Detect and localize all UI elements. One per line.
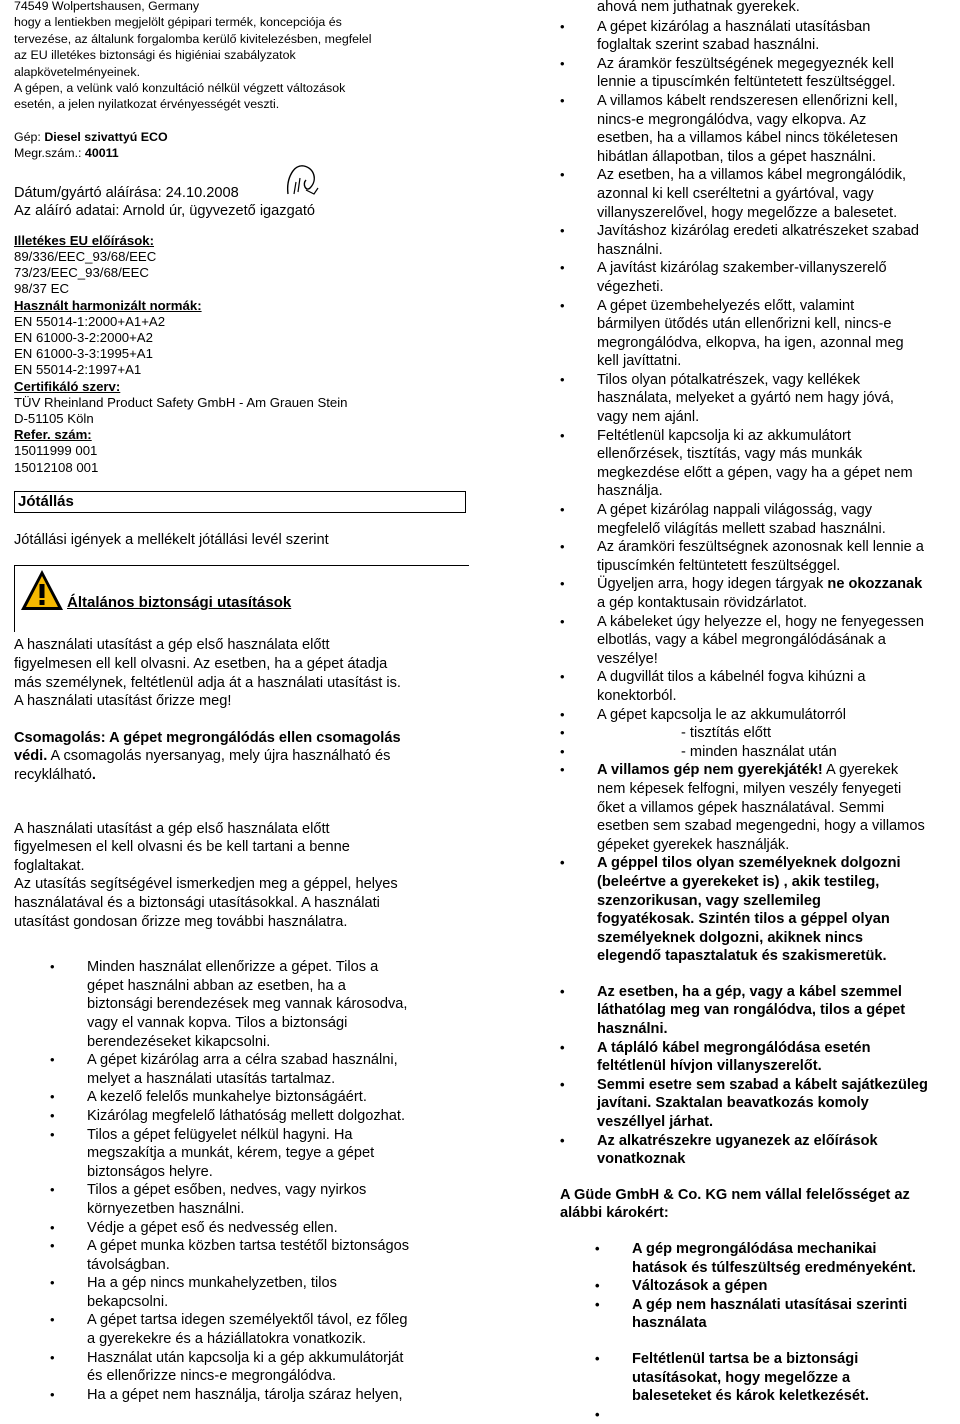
list-item (560, 501, 960, 538)
list-item-line: konektorból. (597, 687, 677, 704)
list-item-line: őket a villamos gépek használatával. Semmi (597, 799, 885, 816)
signer-line: Az aláíró adatai: Arnold úr, ügyvezető igazgató (14, 203, 315, 220)
list-item-line: • A gépet üzembehelyezés előtt, valamint (597, 297, 855, 314)
eu-list (14, 249, 469, 298)
list-item-line: • A gépet kizárólag a használati utasításban (597, 18, 871, 35)
list-item-line: • Ha a gép nincs munkahelyzetben, tilos (87, 1275, 337, 1292)
list-item-line: baleseteket és károk keletkezését. (632, 1388, 869, 1405)
text-line: Az utasítás segítségével ismerkedjen meg a géppel, helyes (14, 876, 398, 893)
liability-list (560, 1240, 960, 1424)
list-item-line: • Változások a gépen (632, 1278, 768, 1295)
list-item-line: • A dugvillát tilos a kábelnél fogva kihúzni a (597, 669, 866, 686)
list-item (14, 1181, 469, 1218)
list-item-line: hatások és túlfeszültség eredményeként. (632, 1259, 916, 1276)
text-line: figyelmesen el kell olvasni és be kell tartani a benne (14, 839, 350, 856)
list-item (560, 1240, 960, 1277)
list-item-line: szenzorikusan, vagy szellemileg (597, 892, 821, 909)
list-item (14, 1088, 469, 1107)
list-item-line: utasításokat, hogy megelőzze a (632, 1369, 851, 1386)
list-item-line: • A gép nem használati utasításai szerinti (632, 1296, 908, 1313)
header-line: 74549 Wolpertshausen, Germany (14, 0, 200, 13)
list-item-line: • Kizárólag megfelelő láthatóság mellett dolgozhat. (87, 1107, 406, 1124)
header-line: az EU illetékes biztonsági és higiéniai szabályzatok (14, 48, 296, 63)
list-item (560, 259, 960, 296)
cert-body (14, 395, 469, 427)
list-item-line: • Az alkatrészekre ugyanezek az előírások (597, 1132, 878, 1149)
list-item-line: nem képesek felfogni, milyen veszély fenyegeti (597, 780, 902, 797)
text-line: foglaltakat. (14, 857, 85, 874)
list-item-line: javítani. Szaktalan beavatkozás komoly (597, 1095, 869, 1112)
list-item-line: tipuscímkén feltüntetett feszültséggel. (597, 557, 841, 574)
norm-item: EN 55014-1:2000+A1+A2 (14, 313, 166, 329)
right-bullet-list (560, 18, 960, 576)
list-item (560, 1350, 960, 1406)
text-line: más személynek, feltétlenül adja át a használati utasítást is. (14, 674, 401, 691)
text-line: A használati utasítást a gép első használata előtt (14, 820, 330, 837)
list-item-line: • A kezelő felelős munkahelye biztonságáért. (87, 1089, 367, 1106)
list-item-line: megszakítja a munkát, kérem, tegye a gépet (87, 1145, 375, 1162)
list-item-line: esetben sem szabad megengedni, hogy a villamos (597, 818, 925, 835)
signature-image (282, 160, 322, 200)
list-item-line: • A gépet kizárólag nappali világosság, vagy (597, 502, 873, 519)
list-item-line: használata (632, 1315, 707, 1332)
list-item-line: • Az esetben, ha a gép, vagy a kábel szemmel (597, 983, 902, 1000)
list-item-line: • Védje a gépet eső és nedvesség ellen. (87, 1219, 338, 1236)
list-item-line: gépet használni abban az esetben, ha a (87, 977, 346, 994)
norms-list (14, 314, 469, 379)
list-item-line: • A gépet tartsa idegen személyektől távol, ez főleg (87, 1312, 408, 1329)
warranty-title: Jótállás (18, 492, 74, 510)
list-item (560, 1039, 960, 1076)
packaging-line-3: recyklálható (14, 767, 92, 784)
ref-heading: Refer. szám: (14, 427, 92, 443)
list-item-line: berendezéseket kikapcsolni. (87, 1033, 271, 1050)
list-item-line: biztonsági berendezések meg vannak károsodva, (87, 996, 408, 1013)
list-item (14, 1311, 469, 1348)
list-item-line: • Tilos a gépet esőben, nedves, vagy nyirkos (87, 1182, 367, 1199)
bold-bullet-list (560, 854, 960, 1169)
list-item-line: • Ha a gépet nem használja, tárolja száraz helyen, (87, 1386, 403, 1403)
read-paragraph (14, 820, 469, 876)
list-item (14, 958, 469, 1051)
text-line: alábbi károkért: (560, 1205, 669, 1222)
list-item-line: hibátlan állapotban, tilos a gépet használni. (597, 148, 877, 165)
sub-list (560, 724, 960, 761)
norms-heading: Használt harmonizált normák: (14, 297, 202, 313)
text-line: A Güde GmbH & Co. KG nem vállal felelősséget az (560, 1186, 910, 1203)
packaging-rest: A csomagolás nyersanyag, mely újra használható és (47, 748, 391, 765)
children-list (560, 761, 960, 854)
list-item (560, 18, 960, 55)
children-bold: A villamos gép nem gyerekjáték! (597, 762, 823, 779)
list-item-line: • A villamos kábelt rendszeresen ellenőrizni kell, (597, 92, 898, 109)
list-item (560, 1296, 960, 1333)
list-item-line: • A géppel tilos olyan személyeknek dolgozni (597, 855, 901, 872)
list-item (560, 724, 960, 743)
order-label: Megr.szám.: (14, 146, 85, 161)
text-line: A használati utasítást a gép első használata előtt (14, 637, 330, 654)
list-item (14, 1051, 469, 1088)
list-item-line: környezetben használni. (87, 1200, 245, 1217)
header-line: tervezése, az általunk forgalomba kerülő kivitelezésben, megfelel (14, 31, 372, 46)
list-item (560, 983, 960, 1039)
safety-title: Általános biztonsági utasítások (67, 594, 292, 612)
list-item-line: megrongálódva, elkopva, ha igen, azonnal meg (597, 334, 904, 351)
list-item-line: feltétlenül hívjon villanyszerelőt. (597, 1058, 822, 1075)
list-item (560, 166, 960, 222)
eu-heading: Illetékes EU előírások: (14, 232, 155, 248)
cable-bullet-list (560, 613, 960, 725)
warranty-title-box (14, 491, 466, 513)
packaging-paragraph (14, 729, 469, 785)
header-line: hogy a lentiekben megjelölt gépipari termék, koncepciója és (14, 15, 342, 30)
list-item (14, 1386, 469, 1405)
list-item-line: biztonságos helyre. (87, 1163, 213, 1180)
cert-line: TÜV Rheinland Product Safety GmbH - Am Grauen Stein (14, 394, 348, 410)
text-line: A használati utasítást őrizze meg! (14, 693, 232, 710)
care-list (560, 575, 960, 612)
list-item-line: esetben, ha a villamos kábel nincs tökéletesen (597, 130, 898, 147)
machine-line (14, 129, 469, 145)
list-item-line: • Az áramkör feszültségének megegyeznék kell (597, 55, 894, 72)
list-item-line: használni. (597, 241, 663, 258)
ref-list (14, 443, 469, 475)
list-item-line: végezheti. (597, 278, 664, 295)
list-item (560, 613, 960, 669)
list-item-line: vonatkoznak (597, 1151, 686, 1168)
ref-item: 15012108 001 (14, 459, 99, 475)
order-line (14, 145, 469, 161)
list-item-line: • Használat után kapcsolja ki a gép akkumulátorját (87, 1349, 404, 1366)
warranty-text: Jótállási igények a mellékelt jótállási levél szerint (14, 531, 329, 548)
list-item-line: gépeket gyerekek használják. (597, 836, 790, 853)
list-item-line: láthatólag meg van rongálódva, tilos a gépet (597, 1002, 906, 1019)
list-item-line: veszéllyel járhat. (597, 1114, 714, 1131)
list-item-line: • A gépet munka közben tartsa testétől biztonságos (87, 1238, 410, 1255)
list-item (560, 1406, 960, 1424)
list-item-line: • Semmi esetre sem szabad a kábelt sajátkezüleg (597, 1076, 928, 1093)
list-item (14, 1219, 469, 1238)
list-item (14, 1349, 469, 1386)
list-item (560, 668, 960, 705)
left-column (14, 0, 469, 1404)
list-item-line: a gyerekekre és a háziállatokra vonatkozik. (87, 1331, 367, 1348)
intro-paragraph (14, 636, 469, 710)
norm-item: EN 61000-3-2:2000+A2 (14, 330, 153, 346)
continued-line: ahová nem juthatnak gyerekek. (597, 0, 800, 15)
list-item-line: használata, melyeket a gyártó nem hagy jóvá, (597, 390, 894, 407)
list-item-line: bekapcsolni. (87, 1293, 169, 1310)
list-item-line: foglaltak szerint szabad használni. (597, 37, 820, 54)
list-item-line: • A tápláló kábel megrongálódása esetén (597, 1039, 871, 1056)
list-item-line: távolságban. (87, 1256, 170, 1273)
right-column (560, 0, 960, 1424)
ref-item: 15011999 001 (14, 443, 98, 459)
packaging-bold-2: védi. (14, 748, 48, 765)
list-item (560, 761, 960, 854)
list-item-line (632, 1406, 960, 1424)
list-item-line: • Feltétlenül tartsa be a biztonsági (632, 1350, 859, 1367)
list-item-line: (beleértve a gyerekeket is) , akik testileg, (597, 873, 880, 890)
list-item (14, 1126, 469, 1182)
list-item-line: elegendő tapasztalatuk és szakismeretük. (597, 948, 887, 965)
list-item (560, 427, 960, 501)
list-item-line: elbotlás, vagy a kábel megrongálódásának a (597, 632, 886, 649)
list-item-line: bármilyen ütődés után ellenőrizni kell, nincs-e (597, 316, 892, 333)
warning-icon (19, 568, 65, 612)
list-item (560, 538, 960, 575)
norm-item: EN 55014-2:1997+A1 (14, 362, 142, 378)
list-item-line: melyet a használati utasítás tartalmaz. (87, 1070, 336, 1087)
packaging-bold-1: Csomagolás: A gépet megrongálódás ellen csomagolás (14, 729, 401, 746)
cert-heading: Certifikáló szerv: (14, 378, 121, 394)
list-item-line: megkezdése előtt a gépen, vagy ha a gépet nem (597, 464, 913, 481)
care-line-2: a gép kontaktusain rövidzárlatot. (597, 595, 808, 611)
list-item-line: • A gép megrongálódása mechanikai (632, 1241, 877, 1257)
list-item-line: • A javítást kizárólag szakember-villanyszerelő (597, 260, 887, 277)
order-value: 40011 (84, 146, 119, 161)
header-line: A gépen, a velünk való konzultáció nélkül végzett változások (14, 81, 346, 96)
list-item (560, 575, 960, 612)
list-item-line: • Az esetben, ha a villamos kábel megrongálódik, (597, 167, 907, 184)
sub-item-cleaning: - tisztítás előtt (681, 725, 772, 742)
text-line: használatával és a biztonsági utasításokkal. A használati (14, 895, 380, 912)
text-line: figyelmesen ell kell olvasni. Az esetben, ha a gépet átadja (14, 656, 388, 673)
list-item-line: • Tilos a gépet felügyelet nélkül hagyni. Ha (87, 1126, 353, 1143)
list-item-line: használja. (597, 483, 663, 500)
text-line: utasítást gondosan őrizze meg további használatra. (14, 913, 348, 930)
list-item (560, 297, 960, 371)
list-item (560, 1076, 960, 1132)
children-rest: A gyerekek (822, 762, 899, 779)
eu-item: 89/336/EEC_93/68/EEC (14, 249, 157, 265)
sub-item-use: - minden használat után (681, 743, 837, 760)
eu-item: 73/23/EEC_93/68/EEC (14, 265, 149, 281)
list-item-line: • Tilos olyan pótalkatrészek, vagy kellékek (597, 371, 861, 388)
norm-item: EN 61000-3-3:1995+A1 (14, 346, 153, 362)
header-line: alapkövetelményeinek. (14, 64, 141, 79)
list-item-line: azonnal ki kell cseréltetni a gyártóval, vagy (597, 185, 874, 202)
packaging-dot: . (91, 767, 96, 784)
liability-heading (560, 1186, 960, 1223)
left-bullet-list (14, 958, 469, 1404)
declaration-header (14, 0, 469, 113)
list-item-line: és ellenőrizze nincs-e megrongálódva. (87, 1368, 337, 1385)
list-item-line: • Feltétlenül kapcsolja ki az akkumulátort (597, 427, 851, 444)
list-item-line: nincs-e megrongálódva, vagy elkopva. Az (597, 111, 867, 128)
list-item-line: • Minden használat ellenőrizze a gépet. Tilos a (87, 959, 379, 976)
list-item-line: villanyszerelővel, hogy megelőzze a balesetet. (597, 204, 898, 221)
list-item-line: fogyatékosak. Szintén tilos a géppel olyan (597, 911, 890, 928)
list-item-line: • A kábeleket úgy helyezze el, hogy ne fenyegessen (597, 613, 924, 630)
list-item (560, 1277, 960, 1296)
list-item-line: kell javíttatni. (597, 353, 682, 370)
list-item-line: • A gépet kizárólag arra a célra szabad használni, (87, 1052, 398, 1069)
list-item-line: vagy el vannak kopva. Tilos a biztonsági (87, 1014, 348, 1031)
list-item (14, 1274, 469, 1311)
date-signature-line: Dátum/gyártó aláírása: 24.10.2008 (14, 184, 239, 201)
list-item (14, 1237, 469, 1274)
header-line: esetén, a jelen nyilatkozat érvényességét veszti. (14, 97, 280, 112)
list-item-line: személyeknek dolgozni, akiknek nincs (597, 929, 864, 946)
list-item-line: megfelelő világítás mellett szabad használni. (597, 520, 886, 537)
list-item-line: • A gépet kapcsolja le az akkumulátorról (597, 706, 847, 723)
learn-paragraph (14, 875, 469, 931)
list-item (560, 706, 960, 725)
list-item (560, 1132, 960, 1169)
care-bold: ne okozzanak (827, 576, 923, 593)
list-item-line: lennie a tipuscímkén feltüntetett feszültséggel. (597, 74, 896, 91)
machine-label: Gép: (14, 129, 45, 144)
list-item (560, 854, 960, 966)
care-text: Ügyeljen arra, hogy idegen tárgyak (597, 576, 828, 593)
safety-header (14, 565, 469, 632)
list-item-line: vagy nem ajánl. (597, 409, 700, 426)
eu-item: 98/37 EC (14, 281, 69, 297)
list-item (560, 55, 960, 92)
cert-line: D-51105 Köln (14, 411, 94, 427)
list-item-line: ellenőrzések, tisztítás, vagy más munkák (597, 446, 863, 463)
list-item-line: • Az áramköri feszültségnek azonosnak kell lennie a (597, 539, 924, 556)
list-item (560, 743, 960, 762)
list-item-line: használni. (597, 1021, 668, 1038)
list-item (14, 1107, 469, 1126)
list-item (560, 371, 960, 427)
list-item-line: veszélye! (597, 650, 658, 667)
list-item (560, 222, 960, 259)
list-item (560, 92, 960, 166)
machine-value: Diesel szivattyú ECO (44, 129, 168, 144)
list-item-line: • Javításhoz kizárólag eredeti alkatrészeket szabad (597, 223, 920, 240)
